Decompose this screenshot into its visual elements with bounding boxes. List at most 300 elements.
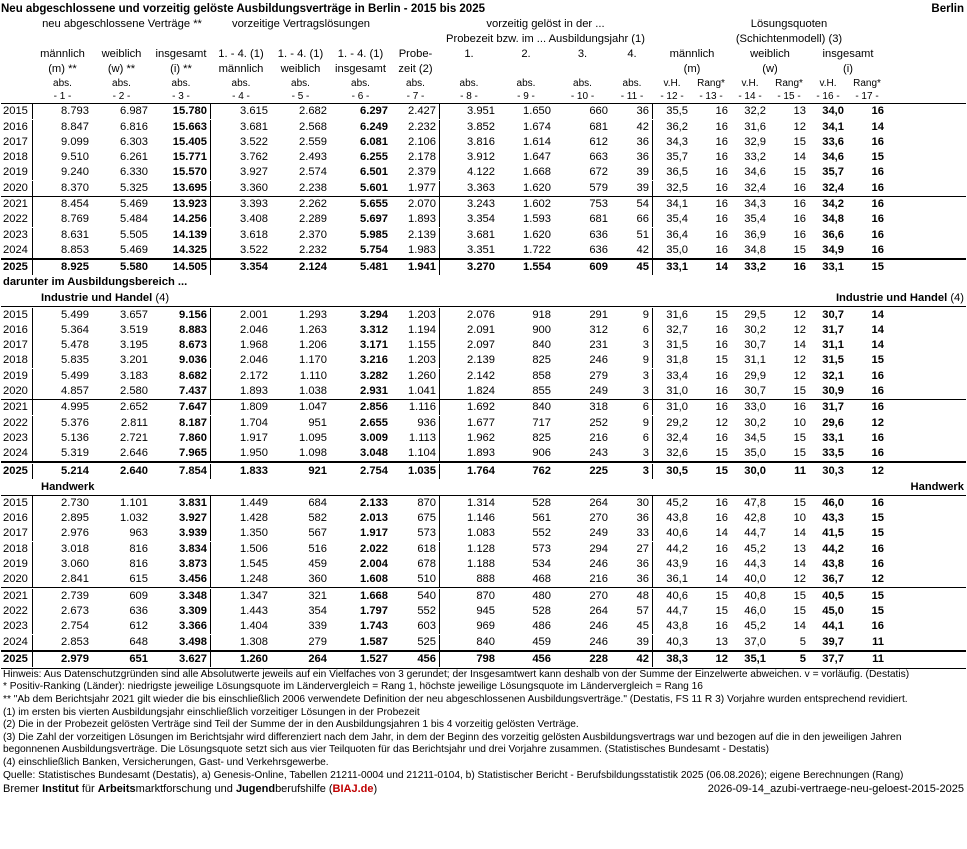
- section-label-bold: Handwerk: [41, 480, 95, 493]
- table-row: [1, 634, 966, 649]
- value-cell: 609: [129, 589, 148, 602]
- header-group: [391, 32, 440, 47]
- value-cell: 37,0: [744, 635, 766, 648]
- value-cell: 42: [611, 652, 653, 667]
- value-cell: 2.106: [391, 135, 440, 150]
- value-cell: 32,7: [666, 323, 688, 336]
- table-row: [1, 196, 966, 212]
- value-cell: 5.469: [120, 243, 148, 256]
- value-cell: 36: [611, 557, 653, 572]
- value-cell: 459: [532, 635, 551, 648]
- value-cell: 3.348: [151, 589, 211, 604]
- value-cell: 51: [611, 228, 653, 243]
- value-cell: 5.754: [360, 243, 388, 256]
- value-cell: 16: [715, 369, 728, 382]
- value-cell: 66: [611, 212, 653, 227]
- value-cell: 36: [611, 150, 653, 165]
- header-cell: [611, 62, 653, 77]
- value-cell: 525: [391, 635, 440, 650]
- value-cell: 36,4: [666, 228, 688, 241]
- value-cell: 5.136: [61, 431, 89, 444]
- value-cell: 3: [611, 446, 653, 461]
- value-cell: 3.498: [151, 635, 211, 650]
- value-cell: 12: [793, 354, 806, 367]
- value-cell: 1.404: [240, 620, 268, 633]
- year-cell: 2020: [1, 572, 33, 587]
- value-cell: 1.032: [120, 512, 148, 525]
- value-cell: 1.155: [391, 338, 440, 353]
- value-cell: 16: [715, 213, 728, 226]
- value-cell: 10: [793, 416, 806, 429]
- value-cell: 1.113: [391, 431, 440, 446]
- value-cell: 225: [589, 464, 608, 477]
- value-cell: 246: [589, 558, 608, 571]
- value-cell: 2.022: [360, 542, 388, 555]
- value-cell: 35,1: [744, 652, 766, 665]
- value-cell: 870: [391, 496, 440, 511]
- value-cell: 16: [871, 542, 884, 555]
- header-cell: abs.: [516, 78, 536, 89]
- value-cell: 1.593: [523, 213, 551, 226]
- value-cell: 1.608: [360, 573, 388, 586]
- header-row-4: [1, 62, 966, 77]
- value-cell: 1.650: [523, 105, 551, 118]
- value-cell: 44,2: [822, 542, 844, 555]
- value-cell: 2.076: [467, 308, 495, 321]
- header-cell: - 9 -: [517, 91, 535, 102]
- value-cell: 15: [793, 135, 806, 148]
- value-cell: 4.122: [467, 166, 495, 179]
- value-cell: 459: [308, 558, 327, 571]
- value-cell: 36,6: [822, 228, 844, 241]
- value-cell: 40,8: [744, 589, 766, 602]
- value-cell: 34,1: [822, 120, 844, 133]
- biaj-link[interactable]: BIAJ.de: [332, 783, 374, 796]
- value-cell: 246: [589, 635, 608, 648]
- value-cell: 3.243: [467, 198, 495, 211]
- value-cell: 16: [871, 243, 884, 256]
- table-row: [1, 526, 966, 541]
- value-cell: 2.739: [61, 589, 89, 602]
- value-cell: 246: [589, 620, 608, 633]
- value-cell: 1.449: [240, 496, 268, 509]
- value-cell: 618: [391, 542, 440, 557]
- value-cell: 1.260: [391, 369, 440, 384]
- value-cell: 33,6: [822, 135, 844, 148]
- value-cell: 14: [793, 527, 806, 540]
- table-row: [1, 353, 966, 368]
- footer: [1, 782, 966, 796]
- value-cell: 2.289: [299, 213, 327, 226]
- value-cell: 15: [793, 589, 806, 602]
- value-cell: 13.695: [151, 181, 211, 196]
- value-cell: 6: [611, 400, 653, 415]
- value-cell: 1.722: [523, 243, 551, 256]
- value-cell: 16: [793, 198, 806, 211]
- value-cell: 12: [793, 369, 806, 382]
- table-row: [1, 572, 966, 587]
- header-cell: insgesamt: [155, 48, 207, 60]
- value-cell: 8.673: [151, 338, 211, 353]
- value-cell: 43,3: [822, 512, 844, 525]
- value-cell: 3.309: [151, 604, 211, 619]
- value-cell: 35,5: [666, 105, 688, 118]
- header-cell: - 2 -: [112, 91, 131, 102]
- value-cell: 16: [871, 369, 884, 382]
- value-cell: 16: [871, 213, 884, 226]
- value-cell: 3.393: [240, 198, 268, 211]
- value-cell: 1.983: [391, 243, 440, 258]
- value-cell: 27: [611, 542, 653, 557]
- header-cell: 4.: [627, 48, 637, 60]
- value-cell: 33,0: [744, 401, 766, 414]
- value-cell: 3: [611, 384, 653, 399]
- table-row: [1, 650, 966, 667]
- table-row: [1, 604, 966, 619]
- header-cell: [440, 62, 498, 77]
- value-cell: 16: [871, 181, 884, 194]
- value-cell: 16: [871, 198, 884, 211]
- value-cell: 6.303: [120, 135, 148, 148]
- value-cell: 354: [308, 604, 327, 617]
- value-cell: 15: [715, 589, 728, 602]
- value-cell: 612: [129, 620, 148, 633]
- value-cell: 3.618: [240, 228, 268, 241]
- value-cell: 14: [793, 151, 806, 164]
- value-cell: 249: [589, 527, 608, 540]
- header-cell: abs.: [53, 78, 72, 89]
- value-cell: 486: [532, 620, 551, 633]
- value-cell: 3.522: [240, 243, 268, 256]
- header-cell: v.H.: [819, 78, 837, 89]
- header-cell: (i) **: [170, 63, 192, 75]
- value-cell: 1.893: [240, 385, 268, 398]
- value-cell: 3.060: [61, 558, 89, 571]
- value-cell: 3.354: [240, 261, 268, 274]
- table-row: [1, 338, 966, 353]
- year-cell: 2016: [1, 120, 33, 135]
- value-cell: 918: [532, 308, 551, 321]
- value-cell: 15: [793, 604, 806, 617]
- value-cell: 11: [794, 464, 806, 477]
- header-cell: v.H.: [741, 78, 759, 89]
- value-cell: 42: [611, 243, 653, 258]
- value-cell: 3.834: [151, 542, 211, 557]
- value-cell: 360: [308, 573, 327, 586]
- value-cell: 3.939: [151, 526, 211, 541]
- value-cell: 270: [589, 589, 608, 602]
- value-cell: 15: [715, 447, 728, 460]
- value-cell: 9.156: [151, 308, 211, 323]
- value-cell: 16: [715, 166, 728, 179]
- year-cell: 2024: [1, 243, 33, 258]
- value-cell: 663: [589, 151, 608, 164]
- header-group: neu abgeschlossene Verträge **: [42, 18, 202, 30]
- value-cell: 38,3: [666, 652, 688, 665]
- value-cell: 2.754: [61, 620, 89, 633]
- value-cell: 5.697: [360, 213, 388, 226]
- value-cell: 6.261: [120, 151, 148, 164]
- value-cell: 615: [129, 573, 148, 586]
- value-cell: 16: [715, 243, 728, 256]
- value-cell: 1.347: [240, 589, 268, 602]
- header-group: vorzeitige Vertragslösungen: [231, 18, 371, 30]
- header-cell: insgesamt: [822, 48, 874, 60]
- value-cell: 6: [611, 323, 653, 338]
- header-cell: 1. - 4. (1): [218, 48, 264, 60]
- value-cell: 14: [793, 339, 806, 352]
- value-cell: 12: [871, 464, 884, 477]
- value-cell: 6.816: [120, 120, 148, 133]
- year-cell: 2020: [1, 181, 33, 196]
- value-cell: 8.925: [61, 261, 89, 274]
- value-cell: 15.780: [151, 104, 211, 119]
- value-cell: 2.559: [299, 135, 327, 148]
- value-cell: 16: [871, 135, 884, 148]
- value-cell: 2.238: [299, 181, 327, 194]
- value-cell: 6.501: [360, 166, 388, 179]
- value-cell: 1.128: [467, 542, 495, 555]
- year-cell: 2019: [1, 165, 33, 180]
- value-cell: 36: [611, 572, 653, 587]
- header-cell: abs.: [406, 78, 425, 89]
- value-cell: 1.614: [523, 135, 551, 148]
- value-cell: 969: [476, 620, 495, 633]
- value-cell: 8.847: [61, 120, 89, 133]
- value-cell: 16: [871, 447, 884, 460]
- value-cell: 6.987: [120, 105, 148, 118]
- value-cell: 870: [476, 589, 495, 602]
- value-cell: 32,4: [822, 181, 844, 194]
- value-cell: 1.647: [523, 151, 551, 164]
- value-cell: 31,1: [822, 339, 844, 352]
- value-cell: 1.083: [467, 527, 495, 540]
- value-cell: 43,8: [822, 558, 844, 571]
- header-cell: männlich: [669, 48, 715, 60]
- value-cell: 34,5: [744, 431, 766, 444]
- value-cell: 15: [871, 604, 884, 617]
- value-cell: 3.927: [151, 511, 211, 526]
- value-cell: 39: [611, 165, 653, 180]
- header-cell: - 6 -: [351, 91, 370, 102]
- value-cell: 2.262: [299, 198, 327, 211]
- header-cell: Probe-: [398, 48, 433, 60]
- table-row: [1, 119, 966, 134]
- value-cell: 40,0: [744, 573, 766, 586]
- table-row: [1, 511, 966, 526]
- value-cell: 2.580: [120, 385, 148, 398]
- table-row: [1, 461, 966, 478]
- value-cell: 8.793: [61, 105, 89, 118]
- value-cell: 40,3: [666, 635, 688, 648]
- value-cell: 2.730: [61, 496, 89, 509]
- value-cell: 15: [793, 447, 806, 460]
- header-cell: weiblich: [750, 48, 790, 60]
- value-cell: 16: [871, 496, 884, 509]
- value-cell: 5.214: [61, 464, 89, 477]
- value-cell: 3.762: [240, 151, 268, 164]
- value-cell: 2.013: [360, 512, 388, 525]
- value-cell: 8.682: [151, 369, 211, 384]
- value-cell: 36: [611, 511, 653, 526]
- value-cell: 3.519: [120, 323, 148, 336]
- value-cell: 12: [793, 308, 806, 321]
- value-cell: 3.615: [240, 105, 268, 118]
- section-label: [1, 479, 94, 495]
- value-cell: 2.427: [391, 104, 440, 119]
- value-cell: 44,7: [666, 604, 688, 617]
- value-cell: 2.976: [61, 527, 89, 540]
- value-cell: 8.454: [61, 198, 89, 211]
- value-cell: 279: [308, 635, 327, 648]
- value-cell: 567: [308, 527, 327, 540]
- value-cell: 8.883: [151, 323, 211, 338]
- value-cell: 681: [589, 213, 608, 226]
- value-cell: 2.172: [240, 369, 268, 382]
- value-cell: 2.682: [299, 105, 327, 118]
- value-cell: 15: [871, 151, 884, 164]
- year-cell: 2022: [1, 416, 33, 431]
- value-cell: 5.499: [61, 369, 89, 382]
- value-cell: 16: [715, 431, 728, 444]
- value-cell: 13.923: [151, 197, 211, 212]
- value-cell: 32,6: [666, 447, 688, 460]
- value-cell: 5.505: [120, 228, 148, 241]
- value-cell: 12: [793, 120, 806, 133]
- year-cell: 2015: [1, 308, 33, 323]
- value-cell: 840: [476, 635, 495, 648]
- value-cell: 1.194: [391, 323, 440, 338]
- header-cell: zeit (2): [398, 63, 433, 75]
- year-cell: 2025: [1, 464, 33, 479]
- header-group: [33, 32, 211, 47]
- value-cell: 3.018: [61, 542, 89, 555]
- value-cell: 888: [476, 573, 495, 586]
- value-cell: 12: [715, 652, 728, 665]
- value-cell: 33,2: [744, 261, 766, 274]
- value-cell: 1.527: [360, 652, 388, 665]
- value-cell: 1.203: [391, 308, 440, 323]
- value-cell: 40,5: [822, 589, 844, 602]
- value-cell: 13: [793, 542, 806, 555]
- value-cell: 1.620: [523, 228, 551, 241]
- value-cell: 945: [476, 604, 495, 617]
- value-cell: 46,0: [822, 496, 844, 509]
- value-cell: 1.917: [360, 527, 388, 540]
- value-cell: 9: [611, 353, 653, 368]
- value-cell: 15: [871, 512, 884, 525]
- value-cell: 1.248: [240, 573, 268, 586]
- year-cell: 2023: [1, 431, 33, 446]
- value-cell: 32,5: [666, 181, 688, 194]
- value-cell: 16: [715, 512, 728, 525]
- value-cell: 16: [793, 213, 806, 226]
- publisher: Bremer Institut für Arbeitsmarktforschung und Jugendberufshilfe (BIAJ.de): [3, 783, 378, 796]
- value-cell: 603: [391, 619, 440, 634]
- value-cell: 32,4: [666, 431, 688, 444]
- value-cell: 684: [308, 496, 327, 509]
- value-cell: 3.195: [120, 339, 148, 352]
- value-cell: 456: [532, 652, 551, 665]
- value-cell: 1.620: [523, 181, 551, 194]
- value-cell: 1.545: [240, 558, 268, 571]
- value-cell: 29,5: [744, 308, 766, 321]
- value-cell: 270: [589, 512, 608, 525]
- value-cell: 35,7: [822, 166, 844, 179]
- value-cell: 3.456: [151, 572, 211, 587]
- value-cell: 216: [589, 573, 608, 586]
- value-cell: 6: [611, 431, 653, 446]
- year-cell: 2022: [1, 604, 33, 619]
- value-cell: 34,0: [822, 105, 844, 118]
- value-cell: 44,2: [666, 542, 688, 555]
- value-cell: 1.116: [391, 400, 440, 415]
- value-cell: 540: [391, 589, 440, 604]
- value-cell: 15: [871, 261, 884, 274]
- value-cell: 36: [611, 135, 653, 150]
- value-cell: 33,1: [822, 431, 844, 444]
- value-cell: 3.360: [240, 181, 268, 194]
- header-cell: v.H.: [663, 78, 681, 89]
- value-cell: 13: [793, 105, 806, 118]
- value-cell: 1.293: [299, 308, 327, 321]
- value-cell: 717: [532, 416, 551, 429]
- value-cell: 15.771: [151, 150, 211, 165]
- value-cell: 1.146: [467, 512, 495, 525]
- value-cell: 33,2: [744, 151, 766, 164]
- value-cell: 5.835: [61, 354, 89, 367]
- value-cell: 3.873: [151, 557, 211, 572]
- value-cell: 34,8: [822, 213, 844, 226]
- value-cell: 2.841: [61, 573, 89, 586]
- value-cell: 6.081: [360, 135, 388, 148]
- value-cell: 2.379: [391, 165, 440, 180]
- value-cell: 36,2: [666, 120, 688, 133]
- value-cell: 1.977: [391, 181, 440, 196]
- value-cell: 651: [129, 652, 148, 665]
- header-group: [211, 32, 391, 47]
- value-cell: 246: [589, 354, 608, 367]
- value-cell: 45: [611, 619, 653, 634]
- table-row: [1, 212, 966, 227]
- value-cell: 582: [308, 512, 327, 525]
- value-cell: 45,2: [744, 620, 766, 633]
- value-cell: 648: [129, 635, 148, 648]
- table-row: [1, 446, 966, 461]
- value-cell: 35,7: [666, 151, 688, 164]
- value-cell: 15: [715, 604, 728, 617]
- value-cell: 30,3: [822, 464, 844, 477]
- value-cell: 1.809: [240, 401, 268, 414]
- value-cell: 264: [589, 604, 608, 617]
- value-cell: 228: [589, 652, 608, 665]
- header-row-5: [1, 77, 966, 90]
- value-cell: 14: [871, 308, 884, 321]
- value-cell: 4.995: [61, 401, 89, 414]
- header-group: [1, 32, 33, 47]
- value-cell: 3.951: [467, 105, 495, 118]
- value-cell: 30,2: [744, 323, 766, 336]
- value-cell: 1.764: [467, 464, 495, 477]
- value-cell: 3.831: [151, 496, 211, 511]
- value-cell: 5.319: [61, 447, 89, 460]
- value-cell: 2.895: [61, 512, 89, 525]
- value-cell: 32,2: [744, 105, 766, 118]
- value-cell: 34,2: [822, 198, 844, 211]
- value-cell: 15: [871, 527, 884, 540]
- value-cell: 16: [715, 496, 728, 509]
- value-cell: 16: [871, 401, 884, 414]
